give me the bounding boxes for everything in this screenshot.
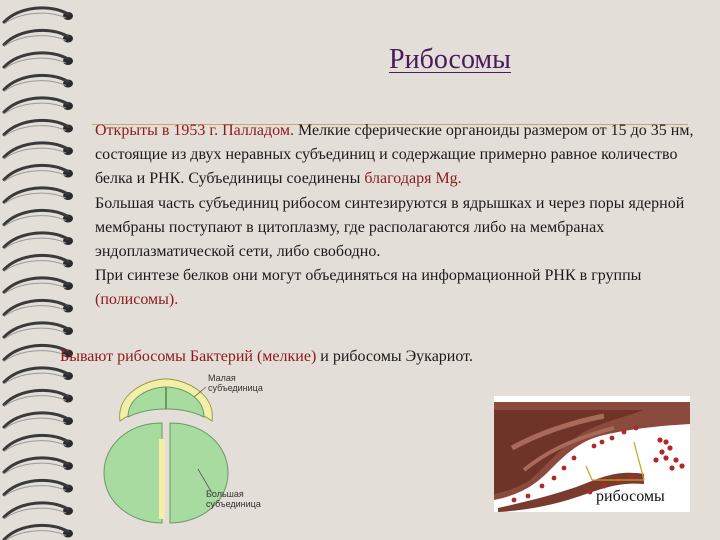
binding-ring xyxy=(4,30,73,46)
binding-ring xyxy=(4,435,73,451)
ribosome-diagram xyxy=(88,373,308,533)
polysome-term: (полисомы). xyxy=(95,291,179,308)
binding-ring xyxy=(4,165,73,181)
small-subunit-label xyxy=(208,373,263,393)
binding-ring xyxy=(4,480,73,496)
binding-ring xyxy=(4,413,73,429)
binding-ring xyxy=(4,75,73,91)
binding-ring xyxy=(4,188,73,204)
bacteria-text: Бывают рибосомы Бактерий (мелкие) xyxy=(60,348,317,365)
binding-ring xyxy=(4,120,73,136)
binding-ring xyxy=(4,458,73,474)
spiral-binding xyxy=(0,0,80,540)
binding-ring xyxy=(4,143,73,159)
paragraph-synthesis: Большая часть субъединиц рибосом синтезируются в ядрышках и через поры ядерной мембраны поступают в цитоплазму, где располагаются либо на мембранах эндоплазматической сети, либо свободно. xyxy=(95,195,685,260)
binding-ring xyxy=(4,323,73,339)
ribosome-subunits-figure xyxy=(88,373,308,533)
polysome-text: При синтезе белков они могут объединяться на информационной РНК в группы xyxy=(95,267,642,284)
binding-ring xyxy=(4,368,73,384)
slide-body xyxy=(95,119,695,312)
description-text: Мелкие сферические органоиды размером от 15 до 35 нм, состоящие из двух неравных субъединиц и содержащие примерно равное количество белка и РНК. Субъединицы соединены xyxy=(95,122,694,187)
binding-ring xyxy=(4,503,73,519)
magnesium-text: благодаря Mg. xyxy=(364,170,462,187)
binding-ring xyxy=(4,255,73,271)
small-subunit-label-line1: Малая xyxy=(208,373,236,383)
paragraph-discovery xyxy=(95,119,695,191)
binding-ring xyxy=(4,53,73,69)
ribosomes-label: рибосомы xyxy=(596,488,665,505)
binding-ring xyxy=(4,233,73,249)
ribosome-types-note xyxy=(60,346,620,368)
binding-ring xyxy=(4,8,73,24)
small-subunit-label-line2: субъединица xyxy=(208,383,263,393)
discovery-text: Открыты в 1953 г. Палладом. xyxy=(95,122,294,139)
eukaryote-text: и рибосомы Эукариот. xyxy=(316,348,473,365)
binding-ring xyxy=(4,300,73,316)
slide-title: Рибосомы xyxy=(389,44,511,75)
binding-ring xyxy=(4,98,73,114)
binding-ring xyxy=(4,390,73,406)
binding-ring xyxy=(4,210,73,226)
large-subunit-label-line1: Большая xyxy=(206,489,244,499)
large-subunit-label-line2: субъединица xyxy=(206,499,261,509)
large-subunit-label xyxy=(206,489,261,509)
paragraph-polysomes xyxy=(95,264,695,312)
binding-ring xyxy=(4,278,73,294)
binding-ring xyxy=(4,525,73,540)
